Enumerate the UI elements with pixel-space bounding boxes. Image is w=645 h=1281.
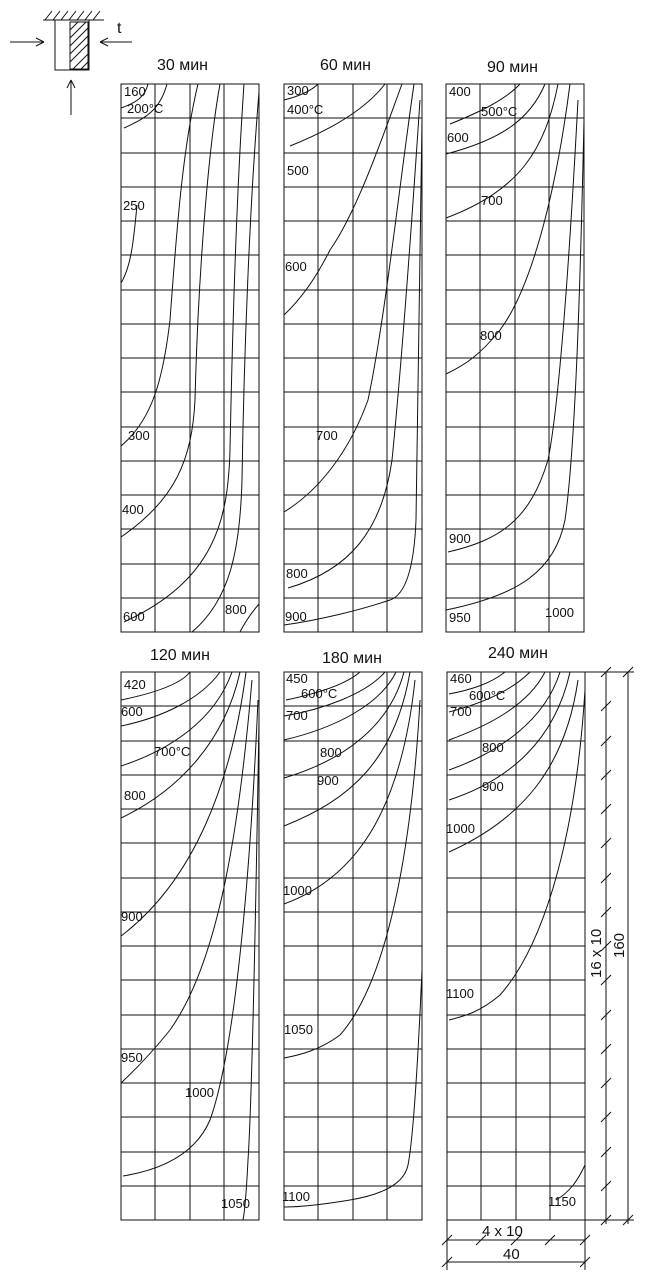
isotherm-label: 1050: [284, 1022, 313, 1037]
isotherm-label: 900: [317, 773, 339, 788]
isotherm-label: 1000: [283, 883, 312, 898]
panel-title: 60 мин: [320, 57, 372, 74]
vertical-total-dimension: 160: [611, 932, 628, 958]
isotherm-label: 200°C: [127, 101, 164, 116]
isotherm-label: 800: [482, 740, 504, 755]
panel-title: 180 мин: [322, 650, 382, 667]
isotherm-label: 600°C: [469, 688, 506, 703]
isotherm-label: 600: [123, 609, 145, 624]
isotherm-label: 420: [124, 677, 146, 692]
isotherm-label: 460: [450, 671, 472, 686]
isotherm-label: 700: [481, 193, 503, 208]
isotherm-labels: [447, 84, 574, 625]
panel-120-min: [121, 647, 259, 1220]
panel-title: 240 мин: [488, 645, 548, 662]
isotherm-labels: [121, 677, 250, 1211]
isotherm-label: 600: [121, 704, 143, 719]
isotherm-label: 900: [449, 531, 471, 546]
vertical-grid-dimension: 16 x 10: [588, 928, 605, 978]
isotherm-label: 900: [121, 909, 143, 924]
isotherm-label: 400: [122, 502, 144, 517]
isotherm-label: 1000: [545, 605, 574, 620]
isotherm-label: 800: [480, 328, 502, 343]
isotherm-label: 300: [128, 428, 150, 443]
isotherm-label: 1050: [221, 1196, 250, 1211]
panel-grid: [121, 84, 259, 632]
panel-grid: [284, 672, 422, 1220]
horizontal-grid-dimension: 4 x 10: [482, 1223, 523, 1240]
isotherm-label: 1100: [446, 986, 474, 1001]
dimension-annotations: [442, 667, 634, 1270]
isotherm-curves: [449, 672, 585, 1200]
panel-title: 30 мин: [157, 57, 209, 74]
isotherm-label: 400°C: [287, 102, 324, 117]
isotherm-label: 950: [121, 1050, 143, 1065]
isotherm-label: 800: [320, 745, 342, 760]
isotherm-label: 950: [449, 610, 471, 625]
isotherm-label: 800: [124, 788, 146, 803]
panel-180-min: [282, 650, 422, 1220]
isotherm-label: 700: [316, 428, 338, 443]
panel-90-min: [446, 59, 584, 632]
isotherm-label: 700: [286, 708, 308, 723]
isotherm-label: 400: [449, 84, 471, 99]
isotherm-label: 1100: [282, 1189, 310, 1204]
isotherm-label: 900: [285, 609, 307, 624]
isotherm-label: 450: [286, 671, 308, 686]
panel-grid: [447, 672, 585, 1220]
isotherm-label: 160: [124, 84, 146, 99]
isotherm-label: 800: [286, 566, 308, 581]
isotherm-label: 300: [287, 83, 309, 98]
isotherm-labels: [446, 671, 576, 1209]
isotherm-label: 600: [285, 259, 307, 274]
isotherm-label: 500°C: [481, 104, 518, 119]
exposure-side-label: t: [117, 20, 122, 37]
isotherm-label: 1150: [548, 1194, 576, 1209]
horizontal-total-dimension: 40: [503, 1246, 520, 1263]
isotherm-label: 800: [225, 602, 247, 617]
isotherm-label: 900: [482, 779, 504, 794]
isotherm-labels: [282, 671, 342, 1204]
isotherm-labels: [285, 83, 338, 624]
panel-60-min: [284, 57, 422, 632]
panel-title: 90 мин: [487, 59, 539, 76]
isotherm-label: 600: [447, 130, 469, 145]
isotherm-label: 250: [123, 198, 145, 213]
isotherm-label: 600°C: [301, 686, 338, 701]
isotherm-label: 1000: [446, 821, 475, 836]
isotherm-label: 700°C: [154, 744, 191, 759]
isotherm-label: 1000: [185, 1085, 214, 1100]
panel-240-min: [446, 645, 585, 1220]
isotherm-label: 700: [450, 704, 472, 719]
panel-title: 120 мин: [150, 647, 210, 664]
section-icon: [10, 11, 132, 115]
isotherm-label: 500: [287, 163, 309, 178]
panel-grid: [446, 84, 584, 632]
panel-30-min: [121, 57, 259, 632]
